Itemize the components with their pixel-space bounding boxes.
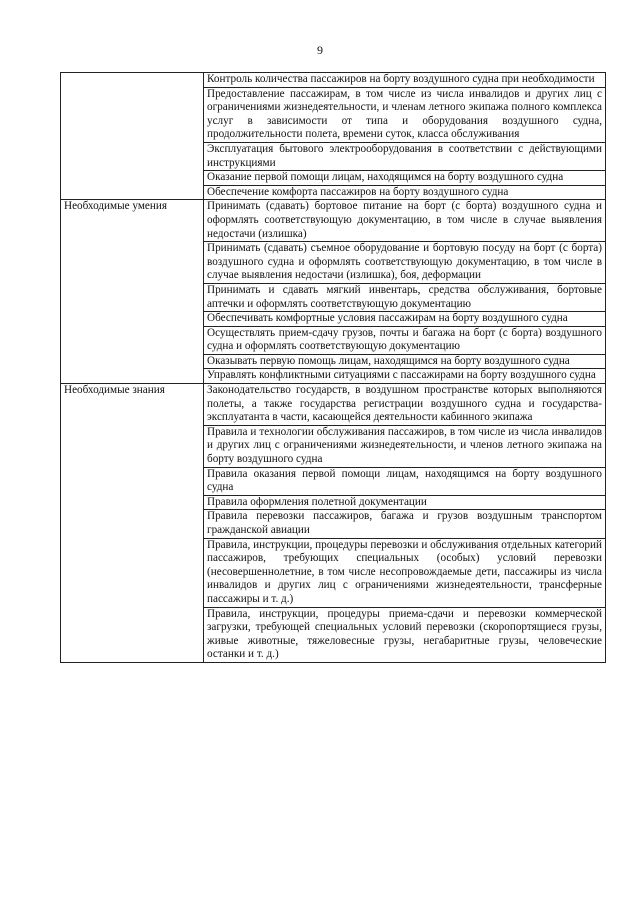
table-cell-item: Обеспечение комфорта пассажиров на борту воздушного судна — [204, 185, 606, 200]
table-cell-item: Оказывать первую помощь лицам, находящимся на борту воздушного судна — [204, 354, 606, 369]
table-cell-item: Предоставление пассажирам, в том числе из числа инвалидов и других лиц с ограничениями жизнедеятельности, и членам летного экипажа полного комплекса услуг в зависимости от типа и оборудования воздушного судна, продолжительности полета, времени суток, класса обслуживания — [204, 87, 606, 142]
table-cell-item: Правила оформления полетной документации — [204, 495, 606, 510]
table-cell-item: Правила, инструкции, процедуры перевозки и обслуживания отдельных категорий пассажиров, требующих специальных (особых) условий перевозки (несовершеннолетние, в том числе несопровождаемые дети, пассажиры из числа инвалидов и других лиц с ограничениями жизнедеятельности, трансферные пассажиры и т. д.) — [204, 538, 606, 607]
table-cell-item: Правила и технологии обслуживания пассажиров, в том числе из числа инвалидов и других лиц с ограничениями жизнедеятельности, и членов летного экипажа на борту воздушного судна — [204, 425, 606, 467]
table-cell-item: Правила, инструкции, процедуры приема-сдачи и перевозки коммерческой загрузки, требующей специальных условий перевозки (скоропортящиеся грузы, живые животные, тяжеловесные грузы, негабаритные грузы, человеческие останки и т. д.) — [204, 607, 606, 662]
table-cell-item: Оказание первой помощи лицам, находящимся на борту воздушного судна — [204, 171, 606, 186]
table-cell-item: Правила оказания первой помощи лицам, находящимся на борту воздушного судна — [204, 467, 606, 495]
table-row — [61, 200, 606, 242]
competency-table — [60, 72, 606, 663]
table-cell-item: Принимать (сдавать) съемное оборудование и бортовую посуду на борт (с борта) воздушного судна и оформлять соответствующую документацию, в том числе в случае выявления недостачи (излишка), боя, деформации — [204, 242, 606, 284]
table-cell-item: Законодательство государств, в воздушном пространстве которых выполняются полеты, а также государства регистрации воздушного судна и государства-эксплуатанта в части, касающейся деятельности кабинного экипажа — [204, 384, 606, 426]
table-cell-item: Правила перевозки пассажиров, багажа и грузов воздушным транспортом гражданской авиации — [204, 510, 606, 538]
table-row — [61, 73, 606, 88]
table-cell-item: Эксплуатация бытового электрооборудования в соответствии с действующими инструкциями — [204, 142, 606, 170]
page-number: 9 — [317, 43, 323, 57]
table-cell-item: Осуществлять прием-сдачу грузов, почты и багажа на борт (с борта) воздушного судна и оформлять соответствующую документацию — [204, 326, 606, 354]
competency-table-body — [61, 73, 606, 663]
table-cell-item: Принимать и сдавать мягкий инвентарь, средства обслуживания, бортовые аптечки и оформлять соответствующую документацию — [204, 283, 606, 311]
section-label: Необходимые умения — [61, 200, 204, 384]
table-cell-item: Принимать (сдавать) бортовое питание на борт (с борта) воздушного судна и оформлять соответствующую документацию, в том числе в случае выявления недостачи (излишка) — [204, 200, 606, 242]
section-label: Необходимые знания — [61, 384, 204, 663]
table-row — [61, 384, 606, 426]
section-label — [61, 73, 204, 200]
table-cell-item: Обеспечивать комфортные условия пассажирам на борту воздушного судна — [204, 312, 606, 327]
table-cell-item: Управлять конфликтными ситуациями с пассажирами на борту воздушного судна — [204, 369, 606, 384]
table-cell-item: Контроль количества пассажиров на борту воздушного судна при необходимости — [204, 73, 606, 88]
